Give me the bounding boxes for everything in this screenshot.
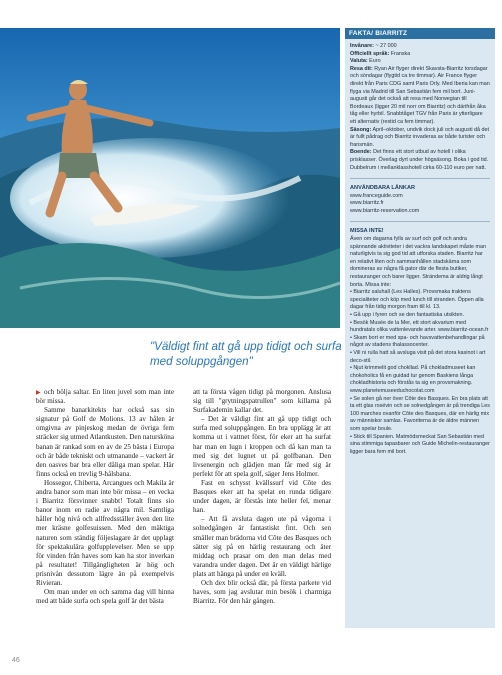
paragraph-text: och bölja saltar. En liten juvel som man inte bör missa. <box>36 388 174 406</box>
fact-text: Euro <box>367 58 381 65</box>
sidebar-header: FAKTA/ BIARRITZ <box>345 28 495 39</box>
fact-row <box>350 43 490 51</box>
missa-intro: Även om dagarna fylls av surf och golf och andra spännande aktiviteter i det vackra landskapet måste man naturligtvis ta sig god tid att utforska staden. Biarritz har en relativt liten och sammanhållen stadskärna som domineras av några få gator där de flesta butiker, restauranger och barer ligger. Strändema är aldrig långt borta. Missa inte: <box>350 236 487 288</box>
surfer-photo-illustration <box>0 28 340 328</box>
missa-item: • Biarritz saluhall (Les Halles). Provsmaka traktens specialiteter och köp med lunch till stranden. Öppen alla dagar från tidig morgon fram till kl. 13. <box>350 289 484 311</box>
paragraph <box>36 388 174 406</box>
fact-label: Resa dit: <box>350 65 373 72</box>
link-biarritz[interactable]: www.biarritz.fr <box>350 200 384 207</box>
fact-label: Boende: <box>350 149 372 156</box>
paragraph: Och dex blir också där, på första parkete vid haves, som jag avslutar min besök i charmiga Biarritz. För den här gången. <box>193 578 331 606</box>
sidebar-divider <box>350 221 490 222</box>
paragraph: att ta första vågen tidigt på morgonen. Anslusa sig till "grytningspatrullen" som killarna på Surfakademin kallar det. <box>193 388 331 415</box>
surfer-photo <box>0 28 340 328</box>
fact-label: Officiellt språk: <box>350 50 390 57</box>
sidebar-divider <box>350 178 490 179</box>
missa-item: • Besök Musée de la Mer, ett stort akvarium med hundratals olika vattenlevande arter. www.biarritz-ocean.fr <box>350 319 489 334</box>
body-column-2 <box>193 388 331 606</box>
fact-row <box>350 149 490 172</box>
missa-item: • Stick till Spanien. Matmödsmeckat San Sebastián med sina stimmiga tapasbarer och Guide Michelin-restauranger ligger bara fem mil bort. <box>350 433 490 455</box>
missa-item: • Skam bort er med spa- och havsvattenbehandlingar på något av stadens thalassocenter. <box>350 334 485 349</box>
missa-item: • Se solen gå ner över Côte des Basques. En bra plats att ta ett glas rosévin och se solnedgången är på trendiga Les 100 marches ovanför Côte des Basques, där en härlig mix av människor samlas. Favoriterna är de äldre männen som spelar boule. <box>350 395 490 432</box>
fact-text: ~ 27 000 <box>373 43 397 49</box>
continuation-arrow-icon: ▶ <box>36 389 45 396</box>
fact-row <box>350 51 490 59</box>
paragraph: Om man under en och samma dag vill hinna med att både surfa och spela golf är det bästa <box>36 588 174 606</box>
sidebar-body <box>345 39 495 460</box>
paragraph: Samme banarkitekts har också sas sin signatur på Golf de Molions. 13 av hålen är omgivna av pinjeskog medan de övriga fem sträcker sig utmed Atlantkusten. Den naturskönа banan är rankad som en av de 25 bästa i Europa och är både tekniskt och utmanande – vackert är den oasves bar bra eller dåliga man spelar. Här finns också en trevlig 9-hålsbana. <box>36 406 174 478</box>
fact-row <box>350 58 490 66</box>
paragraph: Hossegor, Chiberta, Arcangues och Makila är andra banor som man inte bör missa – en vecka i Biarritz försvinner snabbt! Totalt finns sio banor inom en radie av några mil. Samtliga håller hög nivå och allfredsställer även den lite mer kräsne golfesuissen. Med den mäktiga naturen som ständig följeslagare är det upplagt för spektakulära golfupplevelser. Men se upp för vinden från haves som kan ha stor inverkan på resultatet! Tillgängligheten är hög och prisnivån dessutom lägre än på exempelvis Rivieran. <box>36 478 174 587</box>
fact-row <box>350 127 490 150</box>
fact-text: Det finns ett stort utbud av hotell i olika prisklasser. Överlag dyrt under högsäsong. Boka i god tid. Dubbelrum i mellanklasshotell cirka 60-110 euro per natt. <box>350 149 489 171</box>
paragraph: – Det är väldigt fint att gå upp tidigt och surfa med soluppgången. En bra upplägg är att komma ut i vattnet först, för eker att ha surfat har man en lugn i kroppen och då kan man ta med sig det lugnet ut på golfbanan. Den livsenergin och glädjen man får med sig är perfekt för att spela golf, säger Jens Holmer. <box>193 415 331 478</box>
link-franceguide[interactable]: www.franceguide.com <box>350 192 403 199</box>
links-title: ANVÄNDBARA LÄNKAR <box>350 185 416 192</box>
missa-item: • Njut krimmelit god chokllad. På chokladmuseet kan chokoholics få en guidad tur genom Baskiens långa chokladhistoria och förstås ta sig en provsmakning. www.planetemuseeduchocolat.com <box>350 365 476 394</box>
link-biarritz-reservation[interactable]: www.biarritz-reservation.com <box>350 207 420 214</box>
pull-quote: "Väldigt fint att gå upp tidigt och surfa med soluppgången" <box>150 340 342 368</box>
missa-title: MISSA INTE! <box>350 228 384 235</box>
fact-label: Säsong: <box>350 126 372 133</box>
fact-label: Invånare: <box>350 43 374 49</box>
fact-text: April–oktober, undvik dock juli och augusti då det är fullt pådrag och Biarritz invaderas av både turister och fransmän. <box>350 126 490 148</box>
paragraph: – Att få avsluta dagen ute på vågorna i solnedgången är fantastiskt fint. Och sen smäller man brädorna vid Côte des Basques och sätter sig på en härlig restaurang och äter middag och prasar om den man delas med varandra under dagen. Det är en väldigt härlige plats att hänga på under en kväll. <box>193 515 331 578</box>
facts-sidebar <box>345 28 495 628</box>
paragraph: Fast en schysst kvällssurf vid Côte des Basques eker att ha spelat en runda tidigare under dagen, är förstås inte heller fel, menar han. <box>193 478 331 515</box>
fact-text: Ryan Air flyger direkt Skavsta-Biarritz torsdagar och söndagar (flygtid ca tre timmar). Air France flyger direkt från Paris CDG samt Paris Orly. Med Iberia kan man flyga via Madrid till San Sebastián fem mil bort. Juni-augusti går det också att resa med Norwegian till Bordeaux (ligger 20 mil norr om Biarritz) och därifrån åka tåg eller hyrbil. Snabbtåget TGV från Paris är ytterligare ett alternativ (restid ca fem timmar). <box>350 65 490 125</box>
missa-item: • Gå upp i fyren och se den fantastiska utsikten. <box>350 312 464 318</box>
fact-text: Franska <box>389 50 411 57</box>
missa-item: • Vill ni rulla hatt så avsluga visit på det stora kasinot i art deco-stil. <box>350 349 486 364</box>
fact-row <box>350 66 490 127</box>
page-number: 46 <box>12 657 20 664</box>
fact-label: Valuta: <box>350 58 368 65</box>
body-column-1 <box>36 388 174 606</box>
